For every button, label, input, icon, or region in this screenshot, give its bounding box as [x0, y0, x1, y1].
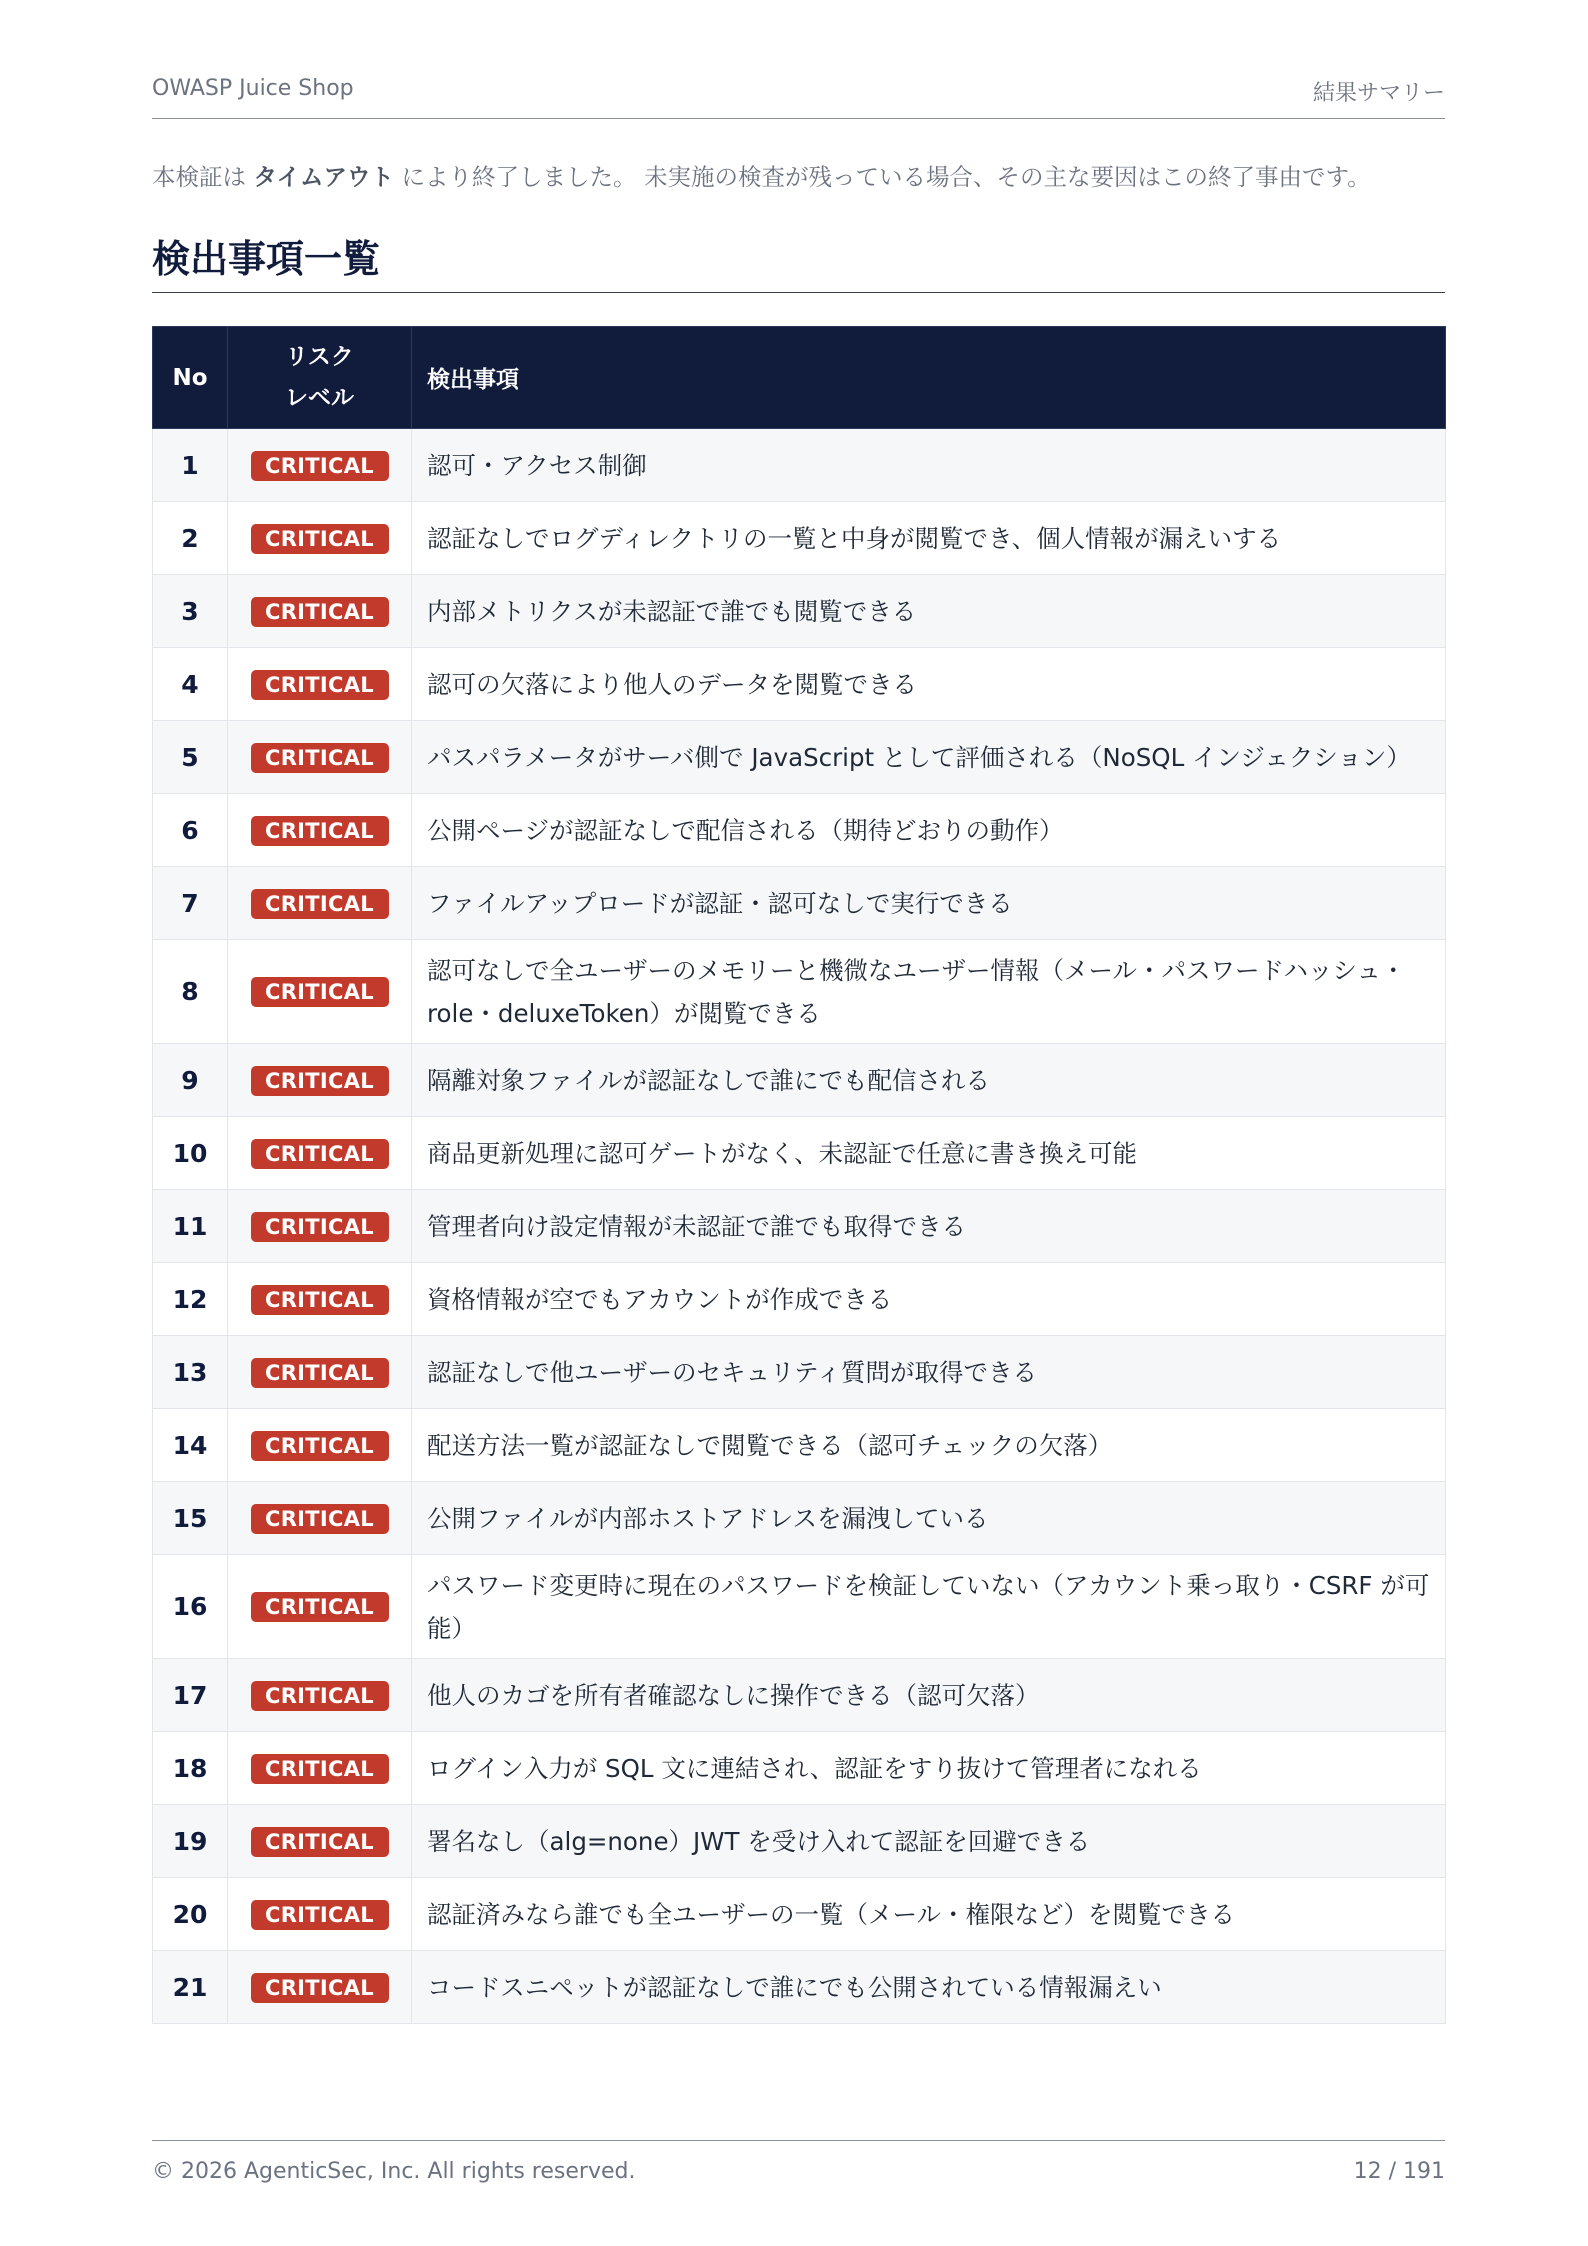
- risk-badge: CRITICAL: [251, 1358, 389, 1388]
- table-row: [153, 1951, 1446, 2024]
- risk-cell: [228, 1263, 412, 1336]
- table-row: [153, 1805, 1446, 1878]
- finding-description: 認可・アクセス制御: [412, 429, 1446, 502]
- risk-cell: [228, 1409, 412, 1482]
- finding-number: 13: [153, 1336, 228, 1409]
- risk-badge: CRITICAL: [251, 1754, 389, 1784]
- finding-number: 6: [153, 794, 228, 867]
- notice-emphasis: タイムアウト: [253, 163, 395, 191]
- findings-table: [152, 326, 1446, 2024]
- finding-number: 3: [153, 575, 228, 648]
- table-row: [153, 502, 1446, 575]
- risk-cell: [228, 1805, 412, 1878]
- risk-cell: [228, 648, 412, 721]
- table-row: [153, 1336, 1446, 1409]
- risk-cell: [228, 1732, 412, 1805]
- table-header-row: [153, 327, 1446, 429]
- finding-number: 20: [153, 1878, 228, 1951]
- finding-description: 認証なしで他ユーザーのセキュリティ質問が取得できる: [412, 1336, 1446, 1409]
- table-row: [153, 1732, 1446, 1805]
- risk-cell: [228, 940, 412, 1044]
- table-row: [153, 1117, 1446, 1190]
- column-header-item: 検出事項: [412, 327, 1446, 429]
- risk-cell: [228, 1555, 412, 1659]
- risk-badge: CRITICAL: [251, 1504, 389, 1534]
- risk-cell: [228, 1659, 412, 1732]
- finding-description: 資格情報が空でもアカウントが作成できる: [412, 1263, 1446, 1336]
- finding-number: 17: [153, 1659, 228, 1732]
- risk-badge: CRITICAL: [251, 1681, 389, 1711]
- page-header: [152, 74, 1445, 119]
- finding-number: 19: [153, 1805, 228, 1878]
- finding-description: パスパラメータがサーバ側で JavaScript として評価される（NoSQL インジェクション）: [412, 721, 1446, 794]
- table-row: [153, 940, 1446, 1044]
- finding-description: 商品更新処理に認可ゲートがなく、未認証で任意に書き換え可能: [412, 1117, 1446, 1190]
- risk-cell: [228, 1044, 412, 1117]
- finding-description: 認証なしでログディレクトリの一覧と中身が閲覧でき、個人情報が漏えいする: [412, 502, 1446, 575]
- finding-number: 15: [153, 1482, 228, 1555]
- finding-number: 12: [153, 1263, 228, 1336]
- risk-cell: [228, 1951, 412, 2024]
- finding-description: 他人のカゴを所有者確認なしに操作できる（認可欠落）: [412, 1659, 1446, 1732]
- risk-badge: CRITICAL: [251, 670, 389, 700]
- risk-badge: CRITICAL: [251, 889, 389, 919]
- finding-description: 公開ファイルが内部ホストアドレスを漏洩している: [412, 1482, 1446, 1555]
- finding-number: 10: [153, 1117, 228, 1190]
- table-row: [153, 721, 1446, 794]
- table-row: [153, 1555, 1446, 1659]
- finding-description: コードスニペットが認証なしで誰にでも公開されている情報漏えい: [412, 1951, 1446, 2024]
- risk-badge: CRITICAL: [251, 1139, 389, 1169]
- finding-description: 認可の欠落により他人のデータを閲覧できる: [412, 648, 1446, 721]
- risk-cell: [228, 1190, 412, 1263]
- table-row: [153, 1659, 1446, 1732]
- risk-badge: CRITICAL: [251, 1431, 389, 1461]
- finding-number: 21: [153, 1951, 228, 2024]
- termination-notice: [152, 158, 1371, 192]
- header-product-name: OWASP Juice Shop: [152, 76, 354, 101]
- risk-badge: CRITICAL: [251, 1827, 389, 1857]
- risk-badge: CRITICAL: [251, 451, 389, 481]
- finding-number: 11: [153, 1190, 228, 1263]
- finding-description: 公開ページが認証なしで配信される（期待どおりの動作）: [412, 794, 1446, 867]
- risk-cell: [228, 1482, 412, 1555]
- table-row: [153, 429, 1446, 502]
- risk-badge: CRITICAL: [251, 1285, 389, 1315]
- table-row: [153, 648, 1446, 721]
- column-header-risk-line1: リスク: [285, 343, 354, 370]
- finding-description: ファイルアップロードが認証・認可なしで実行できる: [412, 867, 1446, 940]
- column-header-no: No: [153, 327, 228, 429]
- page-footer: [152, 2140, 1445, 2184]
- finding-description: 署名なし（alg=none）JWT を受け入れて認証を回避できる: [412, 1805, 1446, 1878]
- risk-cell: [228, 867, 412, 940]
- risk-cell: [228, 794, 412, 867]
- finding-number: 2: [153, 502, 228, 575]
- finding-description: 隔離対象ファイルが認証なしで誰にでも配信される: [412, 1044, 1446, 1117]
- section-title: 検出事項一覧: [152, 237, 381, 281]
- risk-badge: CRITICAL: [251, 1066, 389, 1096]
- risk-badge: CRITICAL: [251, 1900, 389, 1930]
- risk-badge: CRITICAL: [251, 1973, 389, 2003]
- finding-description: ログイン入力が SQL 文に連結され、認証をすり抜けて管理者になれる: [412, 1732, 1446, 1805]
- column-header-risk: [228, 327, 412, 429]
- table-row: [153, 1044, 1446, 1117]
- risk-cell: [228, 1878, 412, 1951]
- risk-badge: CRITICAL: [251, 1212, 389, 1242]
- table-row: [153, 575, 1446, 648]
- finding-description: 配送方法一覧が認証なしで閲覧できる（認可チェックの欠落）: [412, 1409, 1446, 1482]
- header-section-name: 結果サマリー: [1312, 81, 1445, 106]
- finding-description: 認証済みなら誰でも全ユーザーの一覧（メール・権限など）を閲覧できる: [412, 1878, 1446, 1951]
- finding-description: 内部メトリクスが未認証で誰でも閲覧できる: [412, 575, 1446, 648]
- finding-number: 9: [153, 1044, 228, 1117]
- finding-description: 認可なしで全ユーザーのメモリーと機微なユーザー情報（メール・パスワードハッシュ・role・deluxeToken）が閲覧できる: [412, 940, 1446, 1044]
- risk-badge: CRITICAL: [251, 1592, 389, 1622]
- finding-number: 16: [153, 1555, 228, 1659]
- finding-number: 14: [153, 1409, 228, 1482]
- risk-cell: [228, 502, 412, 575]
- finding-number: 7: [153, 867, 228, 940]
- table-row: [153, 1878, 1446, 1951]
- table-row: [153, 1263, 1446, 1336]
- finding-number: 18: [153, 1732, 228, 1805]
- risk-badge: CRITICAL: [251, 597, 389, 627]
- risk-badge: CRITICAL: [251, 524, 389, 554]
- finding-description: パスワード変更時に現在のパスワードを検証していない（アカウント乗っ取り・CSRF が可能）: [412, 1555, 1446, 1659]
- footer-page-number: 12 / 191: [1353, 2159, 1445, 2184]
- table-row: [153, 1190, 1446, 1263]
- notice-suffix: により終了しました。 未実施の検査が残っている場合、その主な要因はこの終了事由です。: [394, 163, 1371, 191]
- title-divider: [152, 292, 1445, 293]
- finding-number: 4: [153, 648, 228, 721]
- risk-cell: [228, 575, 412, 648]
- findings-rows: [153, 429, 1446, 2024]
- table-row: [153, 794, 1446, 867]
- finding-number: 5: [153, 721, 228, 794]
- finding-description: 管理者向け設定情報が未認証で誰でも取得できる: [412, 1190, 1446, 1263]
- table-row: [153, 867, 1446, 940]
- risk-cell: [228, 721, 412, 794]
- notice-prefix: 本検証は: [152, 163, 254, 191]
- risk-cell: [228, 1336, 412, 1409]
- finding-number: 1: [153, 429, 228, 502]
- table-row: [153, 1482, 1446, 1555]
- risk-cell: [228, 429, 412, 502]
- risk-badge: CRITICAL: [251, 816, 389, 846]
- footer-copyright: © 2026 AgenticSec, Inc. All rights reserved.: [152, 2159, 636, 2184]
- risk-cell: [228, 1117, 412, 1190]
- risk-badge: CRITICAL: [251, 977, 389, 1007]
- risk-badge: CRITICAL: [251, 743, 389, 773]
- finding-number: 8: [153, 940, 228, 1044]
- table-row: [153, 1409, 1446, 1482]
- column-header-risk-line2: レベル: [285, 384, 354, 411]
